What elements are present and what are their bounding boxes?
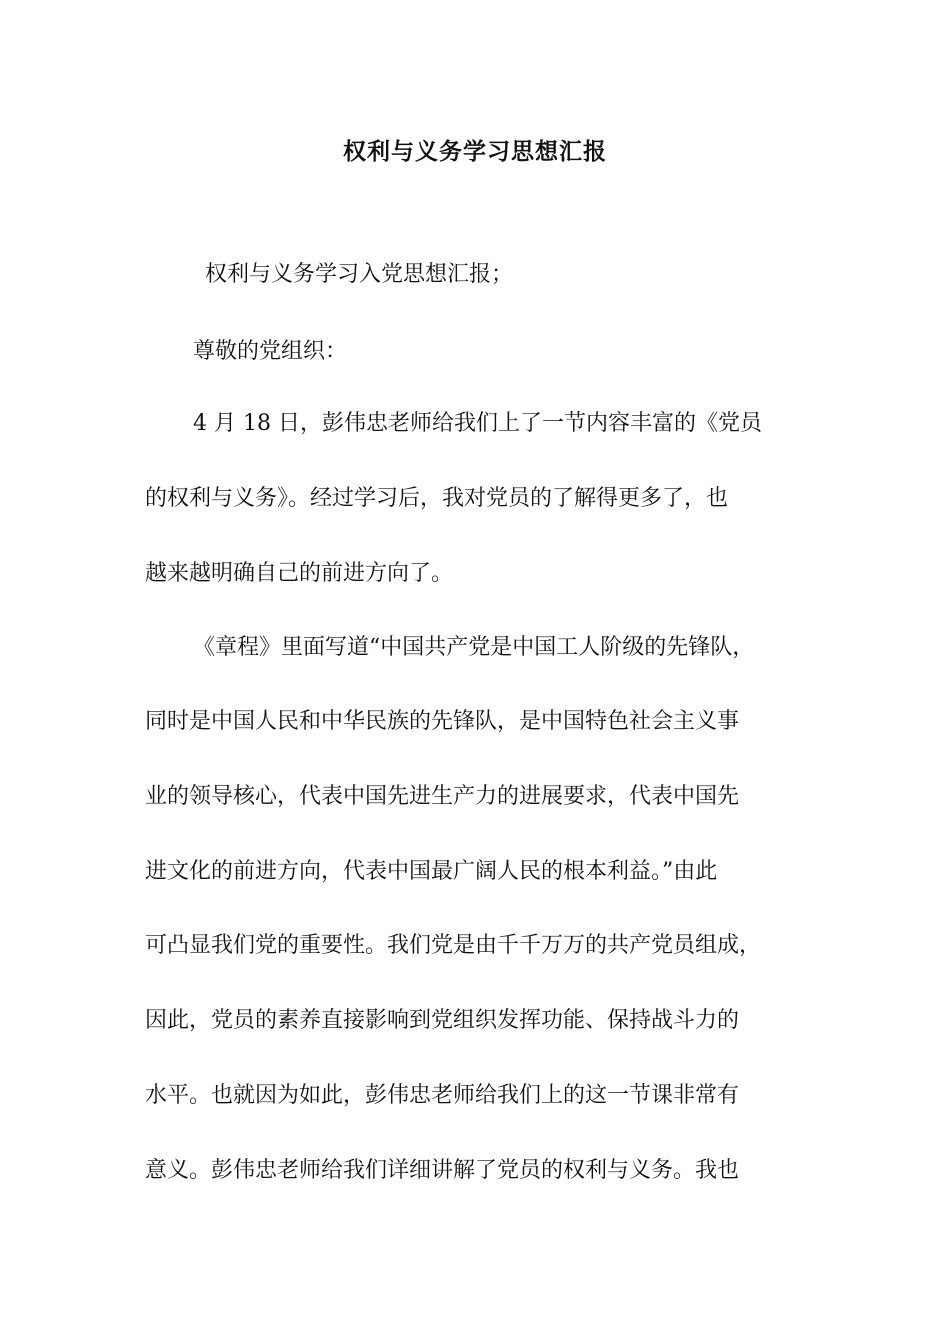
text-line: 因此，党员的素养直接影响到党组织发挥功能、保持战斗力的 (145, 1008, 740, 1033)
text-line: 的权利与义务》。经过学习后，我对党员的了解得更多了，也 (145, 486, 729, 511)
text-line: 《章程》里面写道“中国共产党是中国工人阶级的先锋队， (193, 635, 755, 660)
text-line: 可凸显我们党的重要性。我们党是由千千万万的共产党员组成， (145, 933, 762, 958)
text-line: 水平。也就因为如此，彭伟忠老师给我们上的这一节课非常有 (145, 1083, 740, 1108)
text-line: 业的领导核心，代表中国先进生产力的进展要求，代表中国先 (145, 784, 740, 809)
text-line: 4 月 18 日，彭伟忠老师给我们上了一节内容丰富的《党员 (193, 411, 762, 436)
text-line: 同时是中国人民和中华民族的先锋队，是中国特色社会主义事 (145, 709, 740, 734)
text-line: 尊敬的党组织： (193, 339, 348, 364)
text-line: 意义。彭伟忠老师给我们详细讲解了党员的权利与义务。我也 (145, 1158, 740, 1183)
text-line: 权利与义务学习入党思想汇报； (205, 262, 514, 287)
text-line: 进文化的前进方向，代表中国最广阔人民的根本利益。”由此 (145, 859, 718, 884)
document-title: 权利与义务学习思想汇报 (343, 139, 607, 165)
text-line: 越来越明确自己的前进方向了。 (145, 561, 454, 586)
